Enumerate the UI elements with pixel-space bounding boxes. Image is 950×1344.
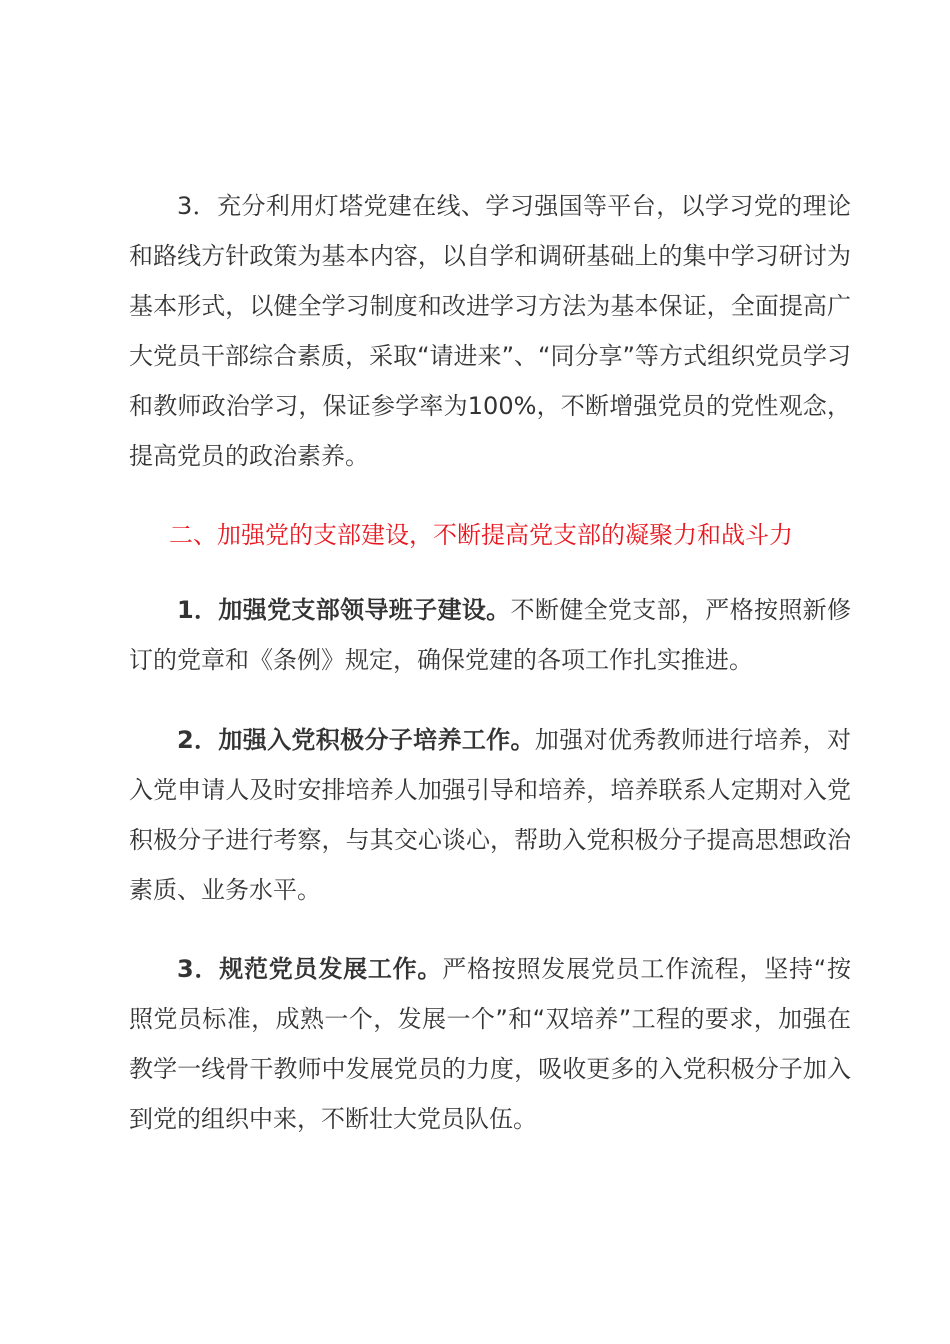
paragraph-branch-leadership <box>129 585 851 685</box>
paragraph-lead-in: 1．加强党支部领导班子建设。 <box>177 596 511 624</box>
section-heading-text: 二、加强党的支部建设，不断提高党支部的凝聚力和战斗力 <box>169 521 793 549</box>
paragraph-lead-in: 3．规范党员发展工作。 <box>177 955 443 983</box>
paragraph-text: 3．充分利用灯塔党建在线、学习强国等平台，以学习党的理论和路线方针政策为基本内容，以自学和调研基础上的集中学习研讨为基本形式，以健全学习制度和改进学习方法为基本保证，全面提高广大党员干部综合素质，采取“请进来”、“同分享”等方式组织党员学习和教师政治学习，保证参学率为100%，不断增强党员的党性观念，提高党员的政治素养。 <box>129 192 851 470</box>
paragraph-activist-training <box>129 715 851 915</box>
paragraph-platform-study <box>129 181 851 481</box>
paragraph-text: 不断健全党支部，严格按照新修订的党章和《条例》规定，确保党建的各项工作扎实推进。 <box>129 596 852 674</box>
paragraph-text: 严格按照发展党员工作流程，坚持“按照党员标准，成熟一个，发展一个”和“双培养”工程的要求，加强在教学一线骨干教师中发展党员的力度，吸收更多的入党积极分子加入到党的组织中来，不断壮大党员队伍。 <box>129 955 851 1133</box>
paragraph-member-development <box>129 944 851 1144</box>
paragraph-text: 加强对优秀教师进行培养，对入党申请人及时安排培养人加强引导和培养，培养联系人定期对入党积极分子进行考察，与其交心谈心，帮助入党积极分子提高思想政治素质、业务水平。 <box>129 726 852 904</box>
section-heading <box>129 510 851 560</box>
paragraph-lead-in: 2．加强入党积极分子培养工作。 <box>177 726 535 754</box>
